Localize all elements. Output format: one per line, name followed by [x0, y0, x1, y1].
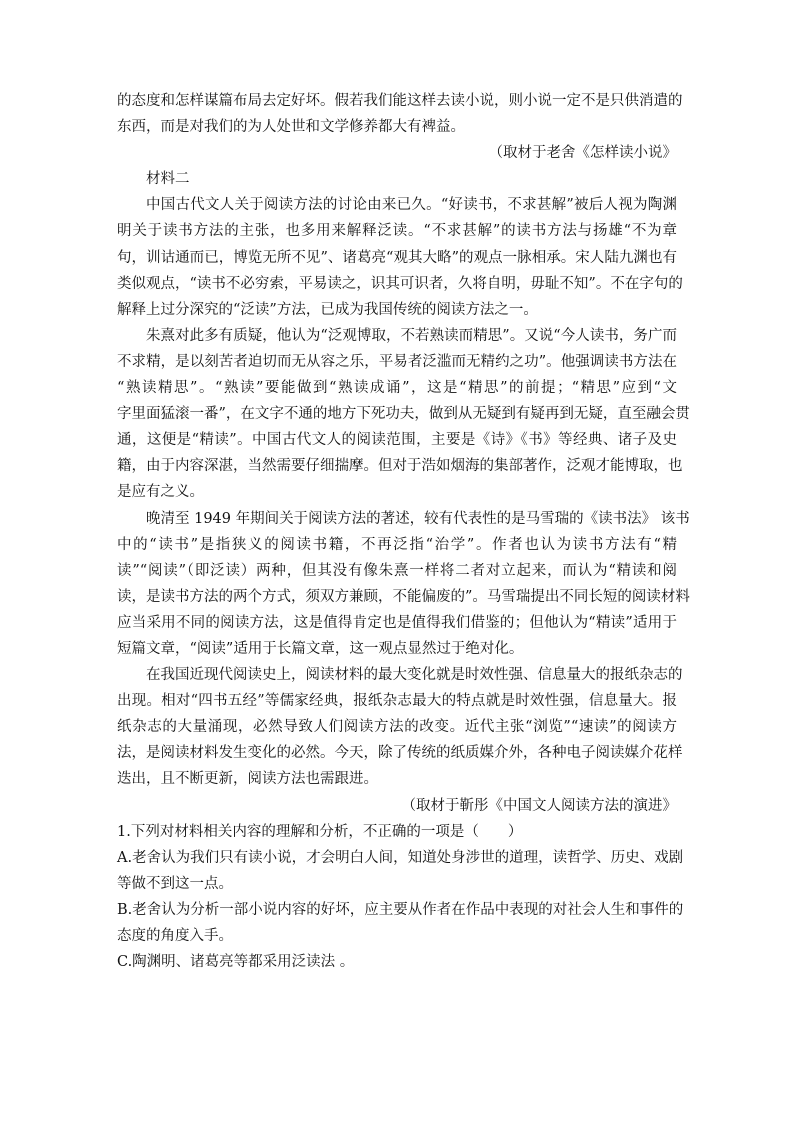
- question-stem: 1.下列对材料相关内容的理解和分析，不正确的一项是（ ）: [117, 823, 523, 840]
- text-line: 解释上过分深究的“泛读”方法，已成为我国传统的阅读方法之一。: [117, 301, 538, 318]
- text-line: 明关于读书方法的主张，也多用来解释泛读。“不求甚解”的读书方法与扬雄“不为章: [117, 223, 677, 240]
- text-line: 迭出，且不断更新，阅读方法也需跟进。: [117, 771, 378, 788]
- text-line: 短篇文章，“阅读”适用于长篇文章，这一观点显然过于绝对化。: [117, 640, 524, 657]
- paragraph-start: 在我国近现代阅读史上，阅读材料的最大变化就是时效性强、信息量大的报纸杂志的: [146, 667, 683, 684]
- text-line: 中的“读书”是指狭义的阅读书籍，不再泛指“治学”。作者也认为读书方法有“精: [117, 536, 677, 553]
- document-page: [117, 92, 690, 979]
- text-line: 法，是阅读材料发生变化的必然。今天，除了传统的纸质媒介外，各种电子阅读媒介花样: [117, 745, 683, 762]
- text-line: 纸杂志的大量涌现，必然导致人们阅读方法的改变。近代主张“浏览”“速读”的阅读方: [117, 719, 677, 736]
- text-line: 不求精，是以刻苦者迫切而无从容之乐，平易者泛滥而无精约之功”。他强调读书方法在: [117, 353, 677, 370]
- text-line: 籍，由于内容深湛，当然需要仔细揣摩。但对于浩如烟海的集部著作，泛观才能博取，也: [117, 458, 683, 475]
- option-b-continued: 态度的角度入手。: [117, 928, 233, 944]
- text-line: 字里面猛滚一番”，在文字不通的地方下死功夫，做到从无疑到有疑再到无疑，直至融会贯: [117, 406, 690, 423]
- text-line: 读，是读书方法的两个方式，须双方兼顾，不能偏废的”。马雪瑞提出不同长短的阅读材料: [117, 588, 690, 605]
- text-line: 应当采用不同的阅读方法，这是值得肯定也是值得我们借鉴的；但他认为“精读”适用于: [117, 614, 677, 631]
- text-line: 句，训诂通而已，博览无所不见”、诸葛亮“观其大略”的观点一脉相承。宋人陆九渊也有: [117, 249, 677, 266]
- option-c: C.陶渊明、诸葛亮等都采用泛读法 。: [117, 954, 355, 971]
- paragraph-start: 朱熹对此多有质疑，他认为“泛观博取，不若熟读而精思”。又说“今人读书，务广而: [146, 327, 677, 344]
- option-b: B.老舍认为分析一部小说内容的好坏，应主要从作者在作品中表现的对社会人生和事件的: [117, 901, 684, 918]
- option-a-continued: 等做不到这一点。: [117, 875, 233, 892]
- text-line: 通，这便是“精读”。中国古代文人的阅读范围，主要是《诗》《书》等经典、诸子及史: [117, 432, 677, 449]
- section-heading: 材料二: [146, 171, 190, 188]
- text-line: 类似观点，“读书不必穷索，平易读之，识其可识者，久将自明，毋耻不知”。不在字句的: [117, 275, 683, 292]
- text-line: 东西，而是对我们的为人处世和文学修养都大有裨益。: [117, 119, 465, 136]
- source-citation: （取材于靳彤《中国文人阅读方法的演进》: [401, 797, 677, 814]
- text-line: 是应有之义。: [117, 484, 204, 501]
- text-line: 读”“阅读”（即泛读）两种，但其没有像朱熹一样将二者对立起来，而认为“精读和阅: [117, 562, 677, 579]
- text-line: “熟读精思”。“熟读”要能做到“熟读成诵”，这是“精思”的前提；“精思”应到“文: [117, 380, 677, 397]
- paragraph-start: 晚清至 1949 年期间关于阅读方法的著述，较有代表性的是马雪瑞的《读书法》 该书: [146, 510, 690, 527]
- text-line: 的态度和怎样谋篇布局去定好坏。假若我们能这样去读小说，则小说一定不是只供消遣的: [117, 93, 683, 109]
- option-a: A.老舍认为我们只有读小说，才会明白人间，知道处身涉世的道理，读哲学、历史、戏剧: [117, 849, 684, 866]
- source-citation: （取材于老舍《怎样读小说》: [488, 145, 677, 162]
- paragraph-start: 中国古代文人关于阅读方法的讨论由来已久。“好读书，不求甚解”被后人视为陶渊: [146, 197, 677, 214]
- text-line: 出现。相对“四书五经”等儒家经典，报纸杂志最大的特点就是时效性强，信息量大。报: [117, 693, 677, 710]
